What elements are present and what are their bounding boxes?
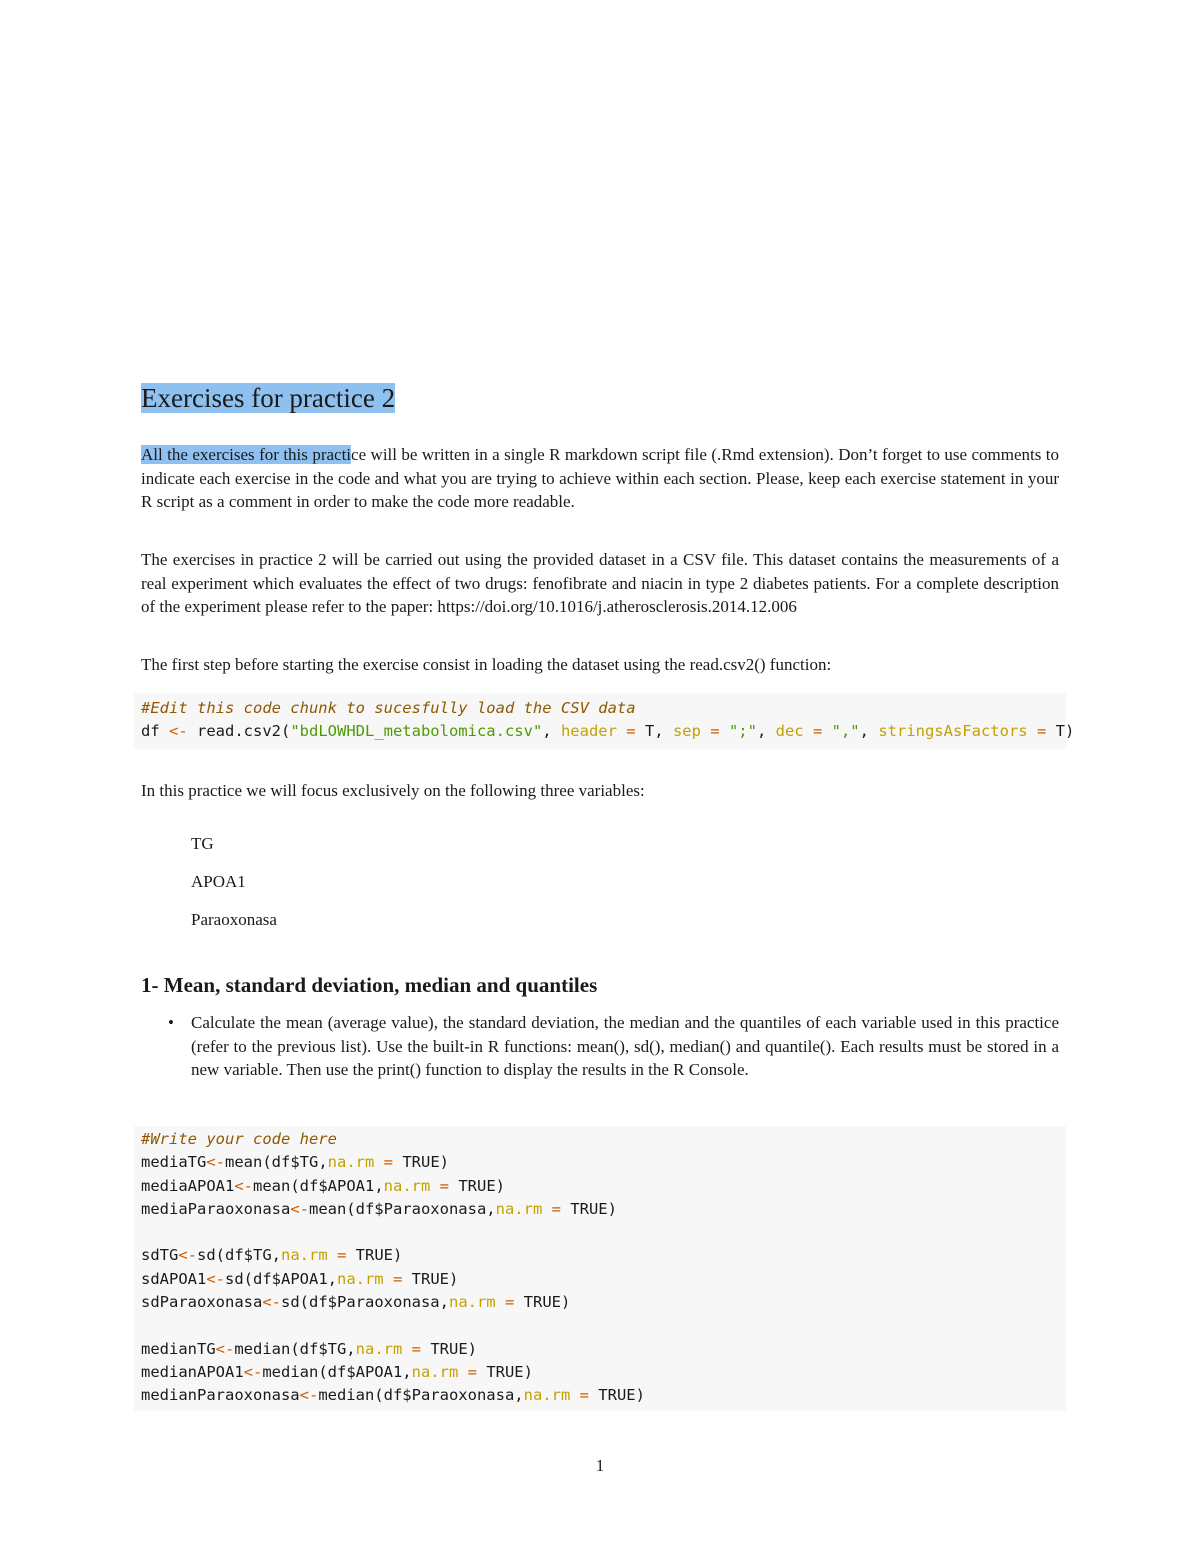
intro-paragraph <box>141 443 1059 514</box>
code-line: sdAPOA1<-sd(df$APOA1,na.rm = TRUE) <box>141 1269 459 1288</box>
code-line: mediaParaoxonasa<-mean(df$Paraoxonasa,na.rm = TRUE) <box>141 1199 617 1218</box>
bullet-item: Calculate the mean (average value), the standard deviation, the median and the quantiles of each variable used in this practice (refer to the previous list). Use the built-in R functions: mean(), sd(), median() and quantile(). Each results must be stored in a new variable. Then use the print() function to display the results in the R Console. <box>191 1013 1059 1079</box>
focus-paragraph: In this practice we will focus exclusively on the following three variables: <box>141 781 645 800</box>
code-comment: #Edit this code chunk to sucesfully load the CSV data <box>141 699 636 717</box>
page-title: Exercises for practice 2 <box>141 383 396 413</box>
intro-text: ce will be written in a single R markdown script file (.Rmd extension). Don’t forget to use comments to indicate each exercise in the code and what you are trying to achieve within each section. Please, keep each exercise statement in your R script as a comment in order to make the code more readable. <box>141 445 1059 511</box>
code-stats <box>141 1128 645 1408</box>
code-load: #Edit this code chunk to sucesfully load the CSV data df <- read.csv2("bdLOWHDL_metabolomica.csv", header = T, sep = ";", dec = ",", stringsAsFactors = T) <box>141 699 1075 741</box>
variable-item: Paraoxonasa <box>191 910 277 929</box>
first-step-paragraph: The first step before starting the exercise consist in loading the dataset using the read.csv2() function: <box>141 655 832 674</box>
code-line: medianTG<-median(df$TG,na.rm = TRUE) <box>141 1339 477 1358</box>
code-line: mediaTG<-mean(df$TG,na.rm = TRUE) <box>141 1153 449 1172</box>
code-line: medianParaoxonasa<-median(df$Paraoxonasa,na.rm = TRUE) <box>141 1386 645 1405</box>
intro-highlight: All the exercises for this practi <box>141 445 352 464</box>
page-number: 1 <box>595 1456 605 1475</box>
code-line: sdTG<-sd(df$TG,na.rm = TRUE) <box>141 1246 403 1265</box>
variable-item: TG <box>191 834 214 853</box>
dataset-paragraph: The exercises in practice 2 will be carried out using the provided dataset in a CSV file. This dataset contains the measurements of a real experiment which evaluates the effect of two drugs: fenofibrate and niacin in type 2 diabetes patients. For a complete description of the experiment please refer to the paper: https://doi.org/10.1016/j.atherosclerosis.2014.12.006 <box>141 550 1059 616</box>
bullet-icon: • <box>168 1013 174 1032</box>
code-line: mediaAPOA1<-mean(df$APOA1,na.rm = TRUE) <box>141 1176 505 1195</box>
code-comment: #Write your code here <box>141 1130 337 1148</box>
section-heading: 1- Mean, standard deviation, median and quantiles <box>141 973 598 997</box>
variable-item: APOA1 <box>191 872 246 891</box>
code-line: sdParaoxonasa<-sd(df$Paraoxonasa,na.rm = TRUE) <box>141 1293 571 1312</box>
code-line: medianAPOA1<-median(df$APOA1,na.rm = TRUE) <box>141 1362 533 1381</box>
